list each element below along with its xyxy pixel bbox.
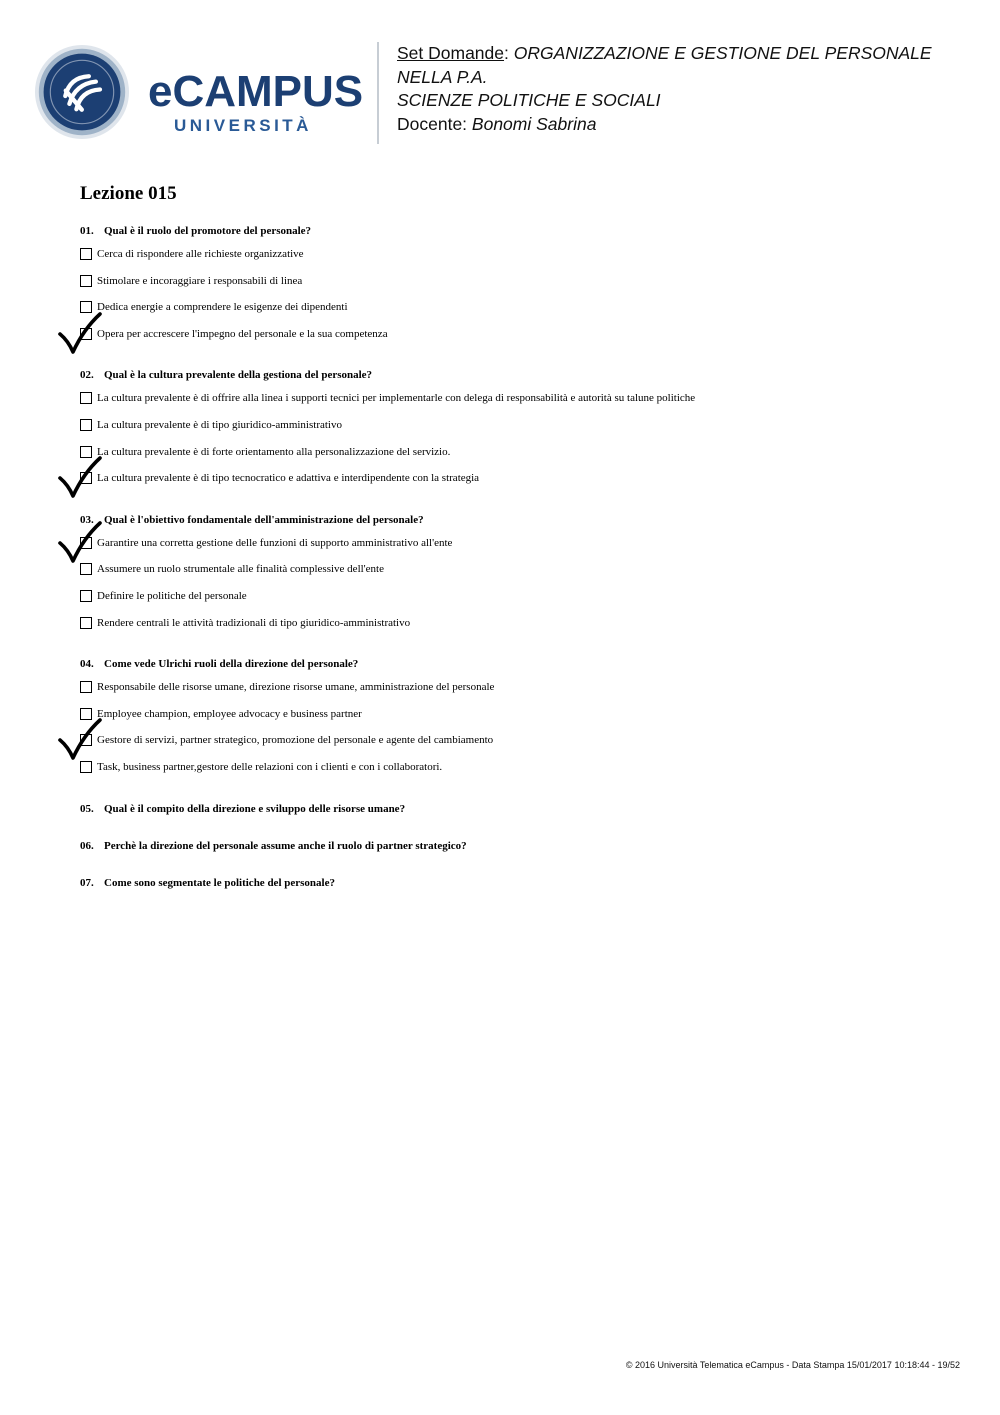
question-number: 07. (80, 876, 94, 889)
answer-option-text: La cultura prevalente è di tipo giuridico-amministrativo (97, 418, 342, 431)
answer-options (80, 679, 960, 785)
answer-option[interactable] (80, 759, 960, 786)
question-number: 06. (80, 839, 94, 852)
answer-checkbox[interactable] (80, 617, 92, 629)
answer-checkbox[interactable] (80, 590, 92, 602)
question-title (80, 511, 960, 529)
checkmark-icon (58, 718, 102, 760)
answer-option[interactable] (80, 470, 960, 497)
answer-option-text: Cerca di rispondere alle richieste organizzative (97, 248, 304, 260)
answer-checkbox[interactable] (80, 248, 92, 260)
answer-checkbox[interactable] (80, 419, 92, 431)
course-title-cont: NELLA P.A. (397, 66, 488, 87)
question-text: Qual è il ruolo del promotore del personale? (104, 225, 312, 237)
answer-checkbox[interactable] (80, 275, 92, 287)
question-01 (80, 222, 960, 352)
answer-option-text: Responsabile delle risorse umane, direzione risorse umane, amministrazione del personale (97, 681, 495, 694)
question-text: Qual è l'obiettivo fondamentale dell'amministrazione del personale? (104, 513, 424, 526)
header-divider (377, 42, 379, 144)
answer-option-text: La cultura prevalente è di forte orientamento alla personalizzazione del servizio. (97, 445, 451, 458)
question-list (80, 222, 960, 911)
answer-option[interactable] (80, 679, 960, 706)
question-text: Come sono segmentate le politiche del personale? (104, 876, 335, 889)
answer-options (80, 246, 960, 352)
set-colon: : (504, 43, 509, 63)
question-07 (80, 874, 960, 892)
answer-option-text: Gestore di servizi, partner strategico, promozione del personale e agente del cambiamento (97, 734, 494, 747)
logo-subtext: UNIVERSITÀ (174, 116, 312, 135)
set-label: Set Domande (397, 43, 505, 63)
answer-option-text: La cultura prevalente è di tipo tecnocratico e adattiva e interdipendente con la strategia (97, 472, 480, 485)
question-number: 01. (80, 225, 94, 237)
faculty-name: SCIENZE POLITICHE E SOCIALI (397, 90, 661, 110)
answer-option-text: Task, business partner,gestore delle relazioni con i clienti e con i collaboratori. (97, 760, 443, 773)
course-info (397, 42, 987, 136)
question-text: Perchè la direzione del personale assume anche il ruolo di partner strategico? (104, 839, 467, 852)
ecampus-seal-logo (34, 44, 130, 140)
checkmark-icon (58, 312, 102, 354)
answer-options (80, 390, 960, 496)
answer-option-text: Definire le politiche del personale (97, 589, 247, 602)
answer-option-text: Assumere un ruolo strumentale alle finalità complessive dell'ente (97, 563, 384, 576)
answer-option[interactable] (80, 732, 960, 759)
question-text: Qual è la cultura prevalente della gestiona del personale? (104, 369, 373, 382)
answer-options (80, 535, 960, 641)
checkmark-icon (58, 456, 102, 498)
question-text: Come vede Ulrichi ruoli della direzione del personale? (104, 658, 359, 671)
answer-option[interactable] (80, 273, 960, 300)
question-text: Qual è il compito della direzione e sviluppo delle risorse umane? (104, 802, 406, 815)
course-title: ORGANIZZAZIONE E GESTIONE DEL PERSONALE (513, 43, 932, 63)
answer-option[interactable] (80, 246, 960, 273)
answer-option[interactable] (80, 588, 960, 615)
answer-option[interactable] (80, 299, 960, 326)
answer-option-text: Garantire una corretta gestione delle funzioni di supporto amministrativo all'ente (97, 536, 453, 549)
answer-option-text: Dedica energie a comprendere le esigenze dei dipendenti (97, 301, 348, 314)
question-title (80, 837, 960, 855)
ecampus-wordmark (148, 64, 363, 136)
question-02 (80, 366, 960, 496)
course-title-line (397, 42, 987, 66)
question-05 (80, 800, 960, 818)
question-title (80, 222, 960, 240)
page-footer: © 2016 Università Telematica eCampus - Data Stampa 15/01/2017 10:18:44 - 19/52 (625, 1360, 960, 1370)
question-number: 05. (80, 802, 94, 815)
answer-checkbox[interactable] (80, 563, 92, 575)
answer-option-text: Employee champion, employee advocacy e business partner (97, 707, 362, 720)
logo-text: eCAMPUS (148, 67, 363, 116)
answer-option[interactable] (80, 444, 960, 471)
question-title (80, 655, 960, 673)
answer-option-text: La cultura prevalente è di offrire alla linea i supporti tecnici per implementarle con delega di responsabilità e autorità su talune politiche (97, 392, 696, 405)
answer-option[interactable] (80, 390, 960, 417)
answer-option[interactable] (80, 535, 960, 562)
answer-checkbox[interactable] (80, 392, 92, 404)
teacher-name: Bonomi Sabrina (471, 113, 597, 134)
answer-option[interactable] (80, 326, 960, 353)
answer-option[interactable] (80, 615, 960, 642)
answer-option-text: Stimolare e incoraggiare i responsabili di linea (97, 274, 303, 287)
question-number: 03. (80, 513, 94, 526)
answer-option-text: Rendere centrali le attività tradizionali di tipo giuridico-amministrativo (97, 616, 411, 629)
question-title (80, 874, 960, 892)
lesson-title: Lezione 015 (80, 183, 177, 204)
answer-checkbox[interactable] (80, 761, 92, 773)
question-title (80, 800, 960, 818)
question-04 (80, 655, 960, 785)
question-06 (80, 837, 960, 855)
answer-option-text: Opera per accrescere l'impegno del personale e la sua competenza (97, 327, 388, 340)
answer-option[interactable] (80, 417, 960, 444)
answer-checkbox[interactable] (80, 681, 92, 693)
answer-option[interactable] (80, 706, 960, 733)
question-03 (80, 511, 960, 641)
question-title (80, 366, 960, 384)
question-number: 02. (80, 369, 94, 382)
teacher-label: Docente: (397, 113, 468, 134)
checkmark-icon (58, 521, 102, 563)
question-number: 04. (80, 658, 94, 671)
answer-option[interactable] (80, 561, 960, 588)
page-header (0, 0, 1000, 160)
